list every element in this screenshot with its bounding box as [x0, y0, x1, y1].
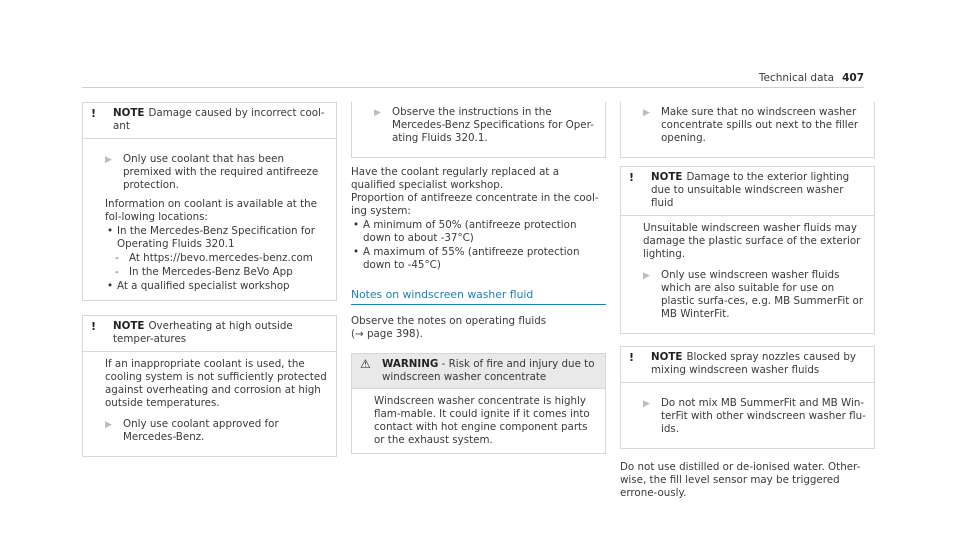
page-header — [759, 72, 864, 85]
note-header — [83, 103, 336, 139]
note-header — [83, 316, 336, 352]
step-text: Do not mix MB SummerFit and MB Win-terFit with other windscreen washer flu-ids. — [661, 397, 866, 435]
instruction-step — [643, 106, 866, 145]
warning-header — [352, 354, 605, 389]
step-arrow-icon: ▶ — [105, 420, 112, 430]
note-body — [621, 383, 874, 448]
step-text: Only use windscreen washer fluids which are also suitable for use on plastic surfa-ces, e.g. MB SummerFit or MB WinterFit. — [661, 269, 864, 320]
note-box-exterior-lighting — [620, 166, 875, 334]
page-reference — [351, 328, 606, 341]
instruction-step — [643, 397, 866, 436]
note-body — [83, 139, 336, 300]
step-arrow-icon: ▶ — [643, 271, 650, 281]
note-body — [621, 216, 874, 333]
section-title: Technical data — [758, 72, 835, 84]
header-rule — [82, 87, 864, 88]
continued-body — [352, 102, 605, 157]
step-arrow-icon: ▶ — [105, 155, 112, 165]
paragraph: Have the coolant regularly replaced at a qualified specialist workshop. — [351, 166, 560, 191]
exclamation-icon: ! — [91, 107, 97, 120]
paragraph: Observe the notes on operating fluids — [351, 315, 547, 327]
note-label: NOTE — [651, 171, 683, 183]
step-arrow-icon: ▶ — [374, 108, 381, 118]
warning-text: Windscreen washer concentrate is highly flam-mable. It could ignite if it comes into contact with hot engine component parts or the exhaust system. — [374, 395, 590, 446]
note-title: Damage to the exterior lighting due to unsuitable windscreen washer fluid — [651, 171, 850, 209]
step-arrow-icon: ▶ — [643, 108, 650, 118]
note-label: NOTE — [113, 107, 145, 119]
warning-label: WARNING — [382, 358, 439, 370]
warning-triangle-icon: ⚠ — [360, 357, 371, 371]
note-body — [83, 352, 336, 456]
exclamation-icon: ! — [629, 171, 635, 184]
continued-box — [620, 102, 875, 158]
note-text: If an inappropriate coolant is used, the cooling system is not sufficiently protected against overheating and corrosion at high outside temperatures. — [105, 358, 327, 409]
sub-list-item: - In the Mercedes-Benz BeVo App — [105, 266, 328, 279]
note-box-overheating — [82, 315, 337, 457]
note-label: NOTE — [651, 351, 683, 363]
instruction-step — [643, 269, 866, 321]
step-text: Only use coolant that has been premixed with the required antifreeze protection. — [123, 153, 319, 191]
instruction-step — [105, 153, 328, 192]
list-item: • A maximum of 55% (antifreeze protection down to -45°C) — [351, 246, 606, 272]
reference-arrow: (→ — [351, 328, 364, 340]
continued-box — [351, 102, 606, 158]
list-item: • In the Mercedes-Benz Specification for Operating Fluids 320.1 — [105, 225, 328, 251]
instruction-step — [374, 106, 597, 145]
location-list — [105, 225, 328, 293]
column-3 — [620, 102, 875, 500]
note-label: NOTE — [113, 320, 145, 332]
note-title: Blocked spray nozzles caused by mixing windscreen washer fluids — [651, 351, 856, 376]
note-box-coolant — [82, 102, 337, 301]
warning-body — [352, 389, 605, 453]
sub-list-item: - At https://bevo.mercedes-benz.com — [105, 252, 328, 265]
step-text: Observe the instructions in the Mercedes-Benz Specifications for Oper-ating Fluids 320.1. — [392, 106, 594, 144]
antifreeze-list — [351, 219, 606, 272]
paragraph: Do not use distilled or de-ionised water. Other-wise, the fill level sensor may be triggered errone-ously. — [620, 461, 861, 499]
info-intro: Information on coolant is available at the fol-lowing locations: — [105, 198, 318, 223]
continued-body — [621, 102, 874, 157]
warning-title: - Risk of fire and injury due to windscreen washer concentrate — [382, 358, 595, 383]
instruction-step — [105, 418, 328, 444]
column-1 — [82, 102, 337, 457]
exclamation-icon: ! — [629, 351, 635, 364]
note-title: Damage caused by incorrect cool-ant — [113, 107, 325, 132]
column-2 — [351, 102, 606, 454]
note-title: Overheating at high outside temper-atures — [113, 320, 293, 345]
list-item: • At a qualified specialist workshop — [105, 280, 328, 293]
note-text: Unsuitable windscreen washer fluids may damage the plastic surface of the exterior lighting. — [643, 222, 861, 260]
list-item: • A minimum of 50% (antifreeze protection down to about -37°C) — [351, 219, 606, 245]
step-text: Only use coolant approved for Mercedes-Benz. — [123, 418, 279, 443]
paragraph: Proportion of antifreeze concentrate in the cool-ing system: — [351, 192, 599, 217]
note-box-spray-nozzles — [620, 346, 875, 449]
warning-box — [351, 353, 606, 454]
step-text: Make sure that no windscreen washer concentrate spills out next to the filler opening. — [661, 106, 859, 144]
page-number: 407 — [842, 72, 864, 84]
page-link[interactable]: page 398). — [366, 328, 423, 340]
note-header — [621, 167, 874, 216]
exclamation-icon: ! — [91, 320, 97, 333]
step-arrow-icon: ▶ — [643, 399, 650, 409]
section-heading: Notes on windscreen washer fluid — [351, 288, 606, 305]
note-header — [621, 347, 874, 383]
